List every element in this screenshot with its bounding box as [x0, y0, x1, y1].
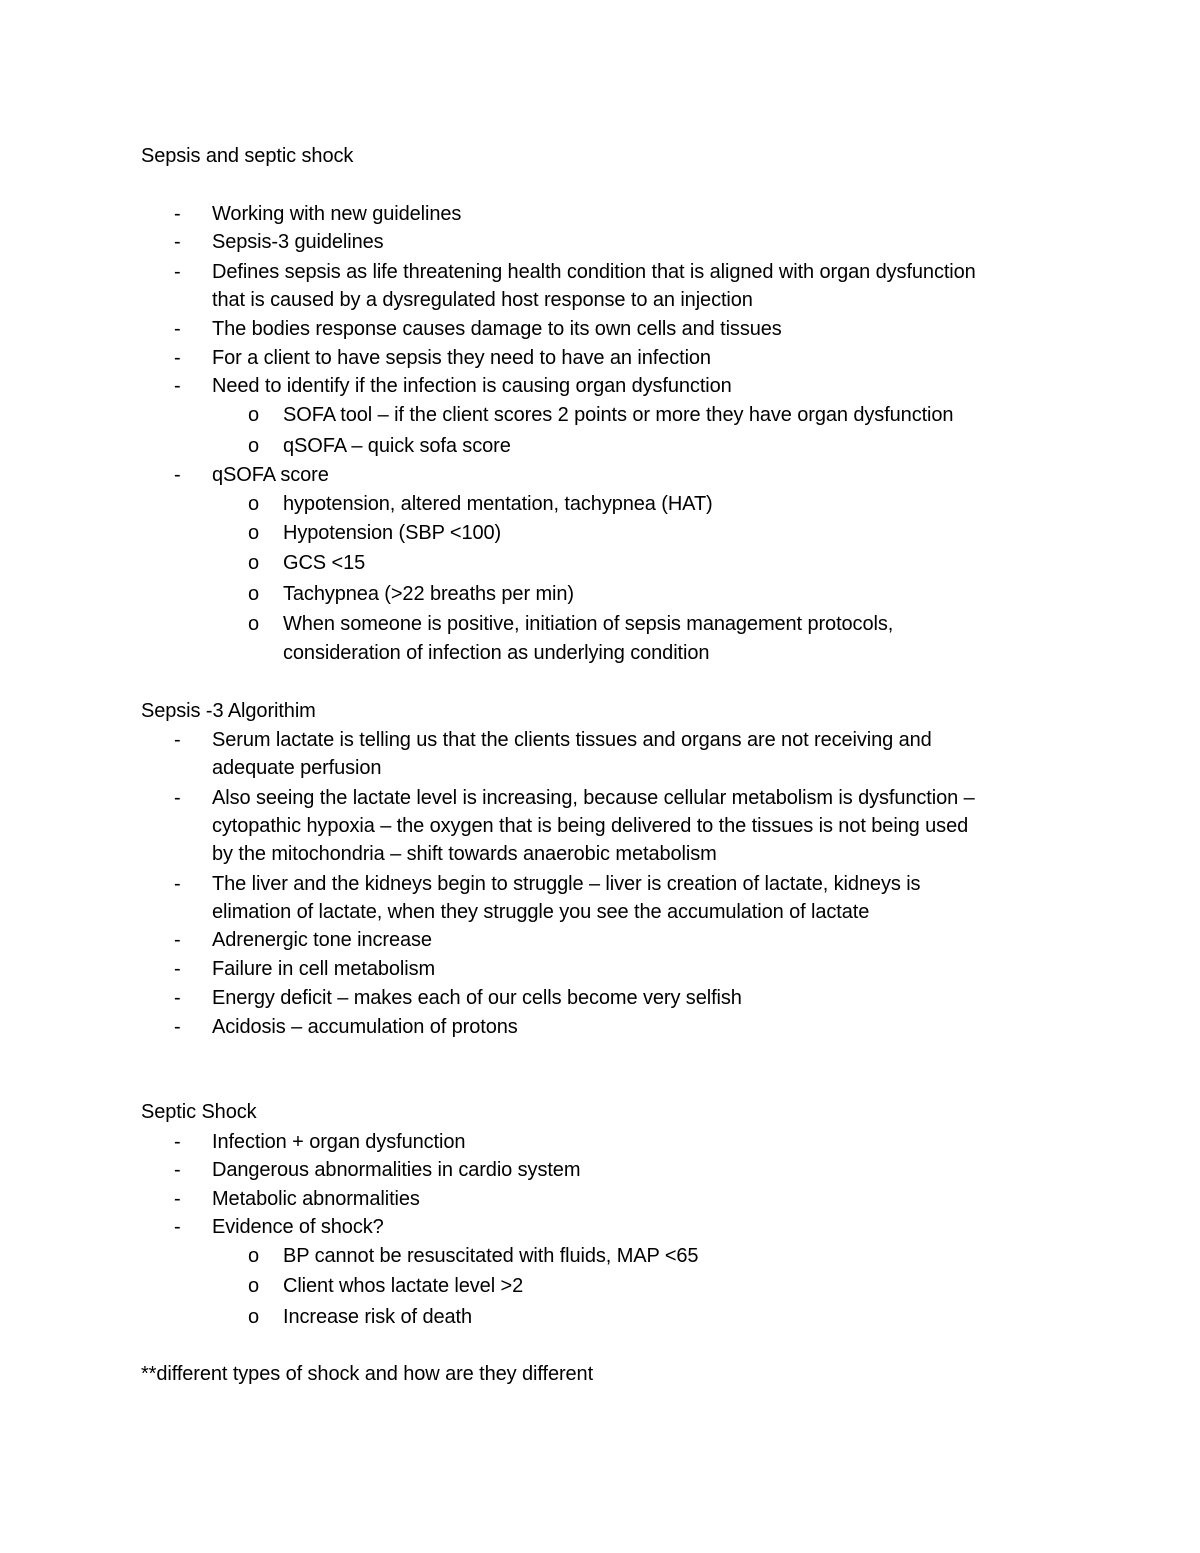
bullet-marker: o [248, 613, 260, 635]
dash-marker: - [174, 1188, 181, 1210]
dash-marker: - [174, 347, 181, 369]
list-item: Serum lactate is telling us that the clients tissues and organs are not receiving and [212, 729, 932, 751]
list-item: Sepsis-3 guidelines [212, 231, 384, 253]
list-item: qSOFA score [212, 464, 329, 486]
list-item: Also seeing the lactate level is increasing, because cellular metabolism is dysfunction – [212, 787, 975, 809]
footer-note: **different types of shock and how are they different [141, 1363, 594, 1385]
dash-marker: - [174, 873, 181, 895]
sub-list-item: Tachypnea (>22 breaths per min) [283, 583, 574, 605]
sub-list-item: qSOFA – quick sofa score [283, 435, 511, 457]
list-item: Acidosis – accumulation of protons [212, 1016, 518, 1038]
dash-marker: - [174, 729, 181, 751]
list-item: For a client to have sepsis they need to have an infection [212, 347, 711, 369]
list-item: Dangerous abnormalities in cardio system [212, 1159, 581, 1181]
dash-marker: - [174, 1131, 181, 1153]
bullet-marker: o [248, 435, 260, 457]
dash-marker: - [174, 203, 181, 225]
list-item: Adrenergic tone increase [212, 929, 432, 951]
list-item-continuation: that is caused by a dysregulated host response to an injection [212, 289, 753, 311]
bullet-marker: o [248, 552, 260, 574]
sub-list-item: SOFA tool – if the client scores 2 points or more they have organ dysfunction [283, 404, 954, 426]
list-item-continuation: by the mitochondria – shift towards anaerobic metabolism [212, 843, 717, 865]
list-item: Energy deficit – makes each of our cells become very selfish [212, 987, 742, 1009]
section-heading: Sepsis -3 Algorithim [141, 700, 316, 722]
list-item: Infection + organ dysfunction [212, 1131, 466, 1153]
list-item-continuation: cytopathic hypoxia – the oxygen that is being delivered to the tissues is not being used [212, 815, 969, 837]
dash-marker: - [174, 1159, 181, 1181]
sub-list-item: When someone is positive, initiation of sepsis management protocols, [283, 613, 894, 635]
bullet-marker: o [248, 583, 260, 605]
sub-list-item: Increase risk of death [283, 1306, 473, 1328]
dash-marker: - [174, 231, 181, 253]
dash-marker: - [174, 987, 181, 1009]
sub-list-item: BP cannot be resuscitated with fluids, MAP <65 [283, 1245, 699, 1267]
sub-list-item: Hypotension (SBP <100) [283, 522, 502, 544]
dash-marker: - [174, 1216, 181, 1238]
section-heading: Sepsis and septic shock [141, 145, 354, 167]
bullet-marker: o [248, 1275, 260, 1297]
list-item: Need to identify if the infection is causing organ dysfunction [212, 375, 732, 397]
sub-list-item: GCS <15 [283, 552, 366, 574]
list-item: Metabolic abnormalities [212, 1188, 420, 1210]
list-item: The liver and the kidneys begin to struggle – liver is creation of lactate, kidneys is [212, 873, 921, 895]
section-heading: Septic Shock [141, 1101, 257, 1123]
sub-list-item: hypotension, altered mentation, tachypnea (HAT) [283, 493, 713, 515]
dash-marker: - [174, 464, 181, 486]
dash-marker: - [174, 261, 181, 283]
list-item: Working with new guidelines [212, 203, 462, 225]
dash-marker: - [174, 375, 181, 397]
dash-marker: - [174, 958, 181, 980]
bullet-marker: o [248, 522, 260, 544]
list-item: Defines sepsis as life threatening health condition that is aligned with organ dysfunction [212, 261, 976, 283]
bullet-marker: o [248, 1306, 260, 1328]
list-item-continuation: adequate perfusion [212, 757, 382, 779]
dash-marker: - [174, 318, 181, 340]
list-item: Evidence of shock? [212, 1216, 384, 1238]
dash-marker: - [174, 1016, 181, 1038]
sub-list-item: Client whos lactate level >2 [283, 1275, 524, 1297]
sub-list-item-continuation: consideration of infection as underlying condition [283, 642, 710, 664]
dash-marker: - [174, 929, 181, 951]
list-item: Failure in cell metabolism [212, 958, 436, 980]
bullet-marker: o [248, 404, 260, 426]
dash-marker: - [174, 787, 181, 809]
bullet-marker: o [248, 1245, 260, 1267]
list-item: The bodies response causes damage to its own cells and tissues [212, 318, 782, 340]
list-item-continuation: elimation of lactate, when they struggle you see the accumulation of lactate [212, 901, 870, 923]
bullet-marker: o [248, 493, 260, 515]
